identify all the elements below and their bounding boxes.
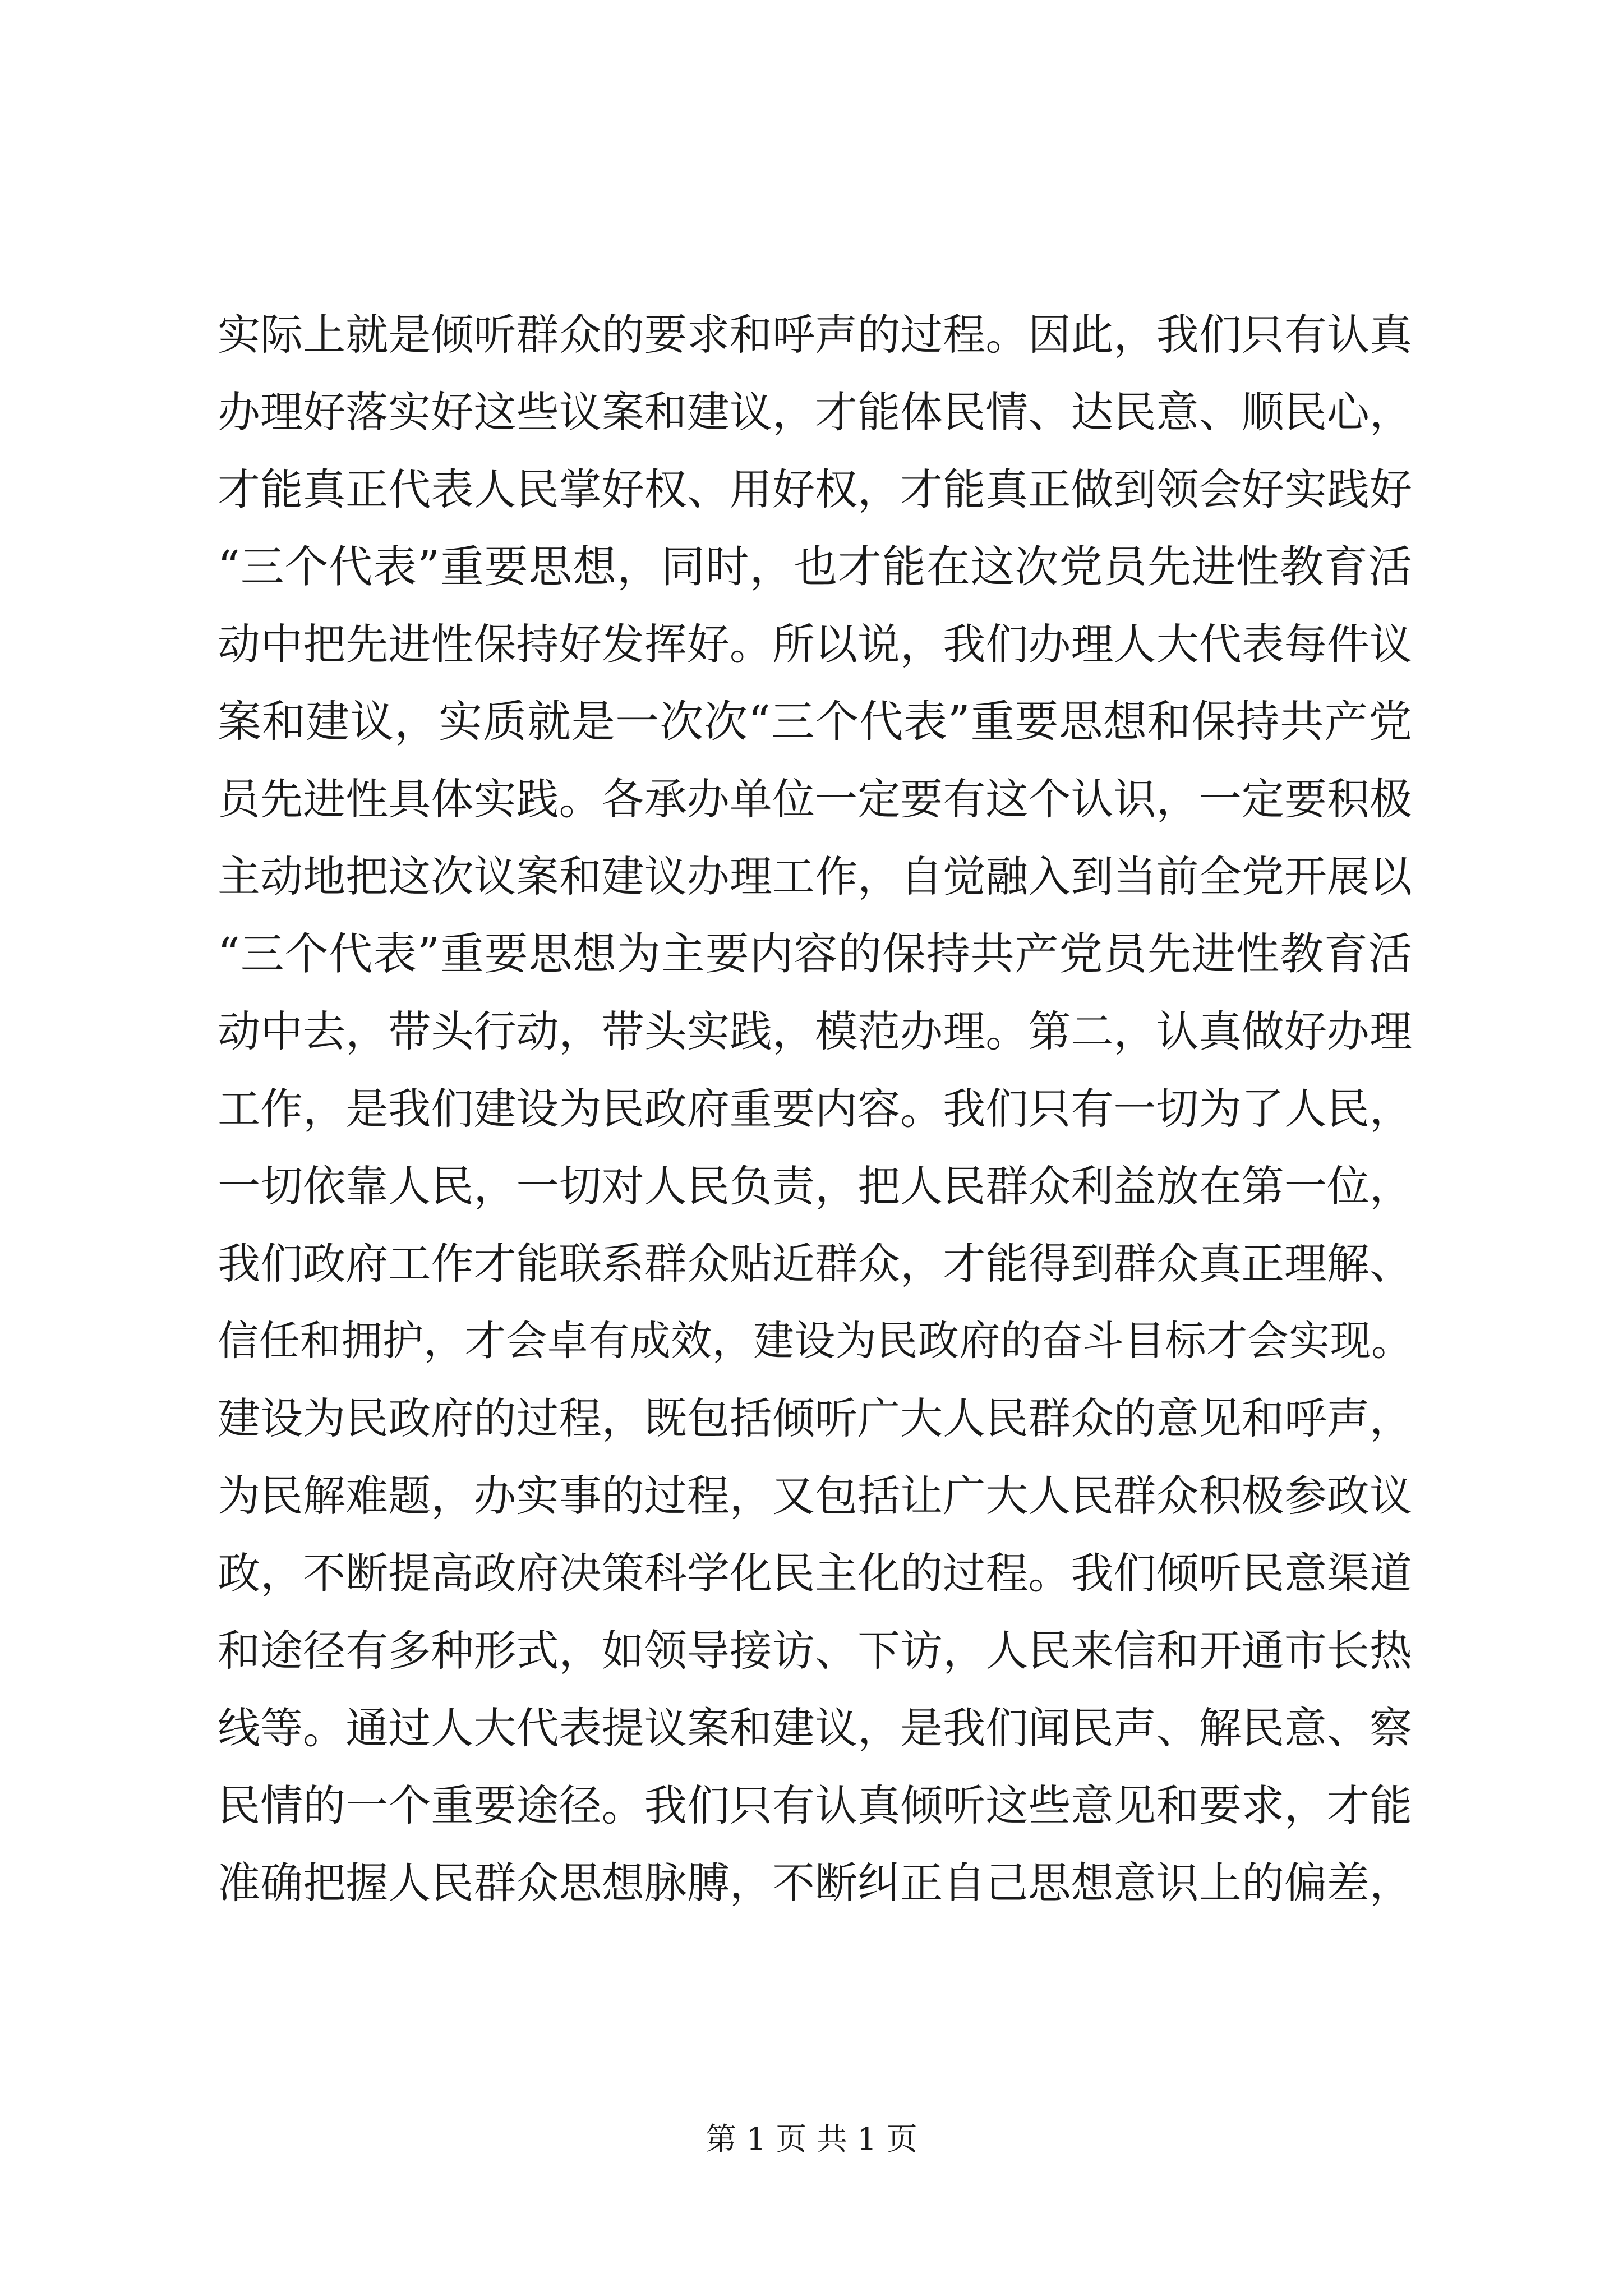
text-line: 建设为民政府的过程，既包括倾听广大人民群众的意见和呼声， [218,1393,1412,1443]
text-line: 工作，是我们建设为民政府重要内容。我们只有一切为了人民， [218,1084,1412,1134]
text-line: 为民解难题，办实事的过程，又包括让广大人民群众积极参政议 [218,1471,1412,1521]
text-line: “三个代表”重要思想为主要内容的保持共产党员先进性教育活 [218,929,1412,979]
text-line: 才能真正代表人民掌好权、用好权，才能真正做到领会好实践好 [218,464,1412,514]
text-line: 一切依靠人民，一切对人民负责，把人民群众利益放在第一位， [218,1161,1412,1211]
text-line: 准确把握人民群众思想脉膊，不断纠正自己思想意识上的偏差， [218,1858,1412,1908]
text-line: 动中去，带头行动，带头实践，模范办理。第二，认真做好办理 [218,1006,1412,1056]
text-line: 实际上就是倾听群众的要求和呼声的过程。因此，我们只有认真 [218,310,1412,360]
text-line: 线等。通过人大代表提议案和建议，是我们闻民声、解民意、察 [218,1703,1412,1753]
text-line: 办理好落实好这些议案和建议，才能体民情、达民意、顺民心， [218,387,1412,437]
text-line: “三个代表”重要思想，同时，也才能在这次党员先进性教育活 [218,542,1412,592]
text-line: 员先进性具体实践。各承办单位一定要有这个认识，一定要积极 [218,774,1412,824]
text-line: 我们政府工作才能联系群众贴近群众，才能得到群众真正理解、 [218,1239,1412,1289]
body-text [218,296,1412,1922]
text-line: 主动地把这次议案和建议办理工作，自觉融入到当前全党开展以 [218,852,1412,901]
text-line: 政，不断提高政府决策科学化民主化的过程。我们倾听民意渠道 [218,1548,1412,1598]
text-line: 和途径有多种形式，如领导接访、下访，人民来信和开通市长热 [218,1626,1412,1676]
text-line: 信任和拥护，才会卓有成效，建设为民政府的奋斗目标才会实现。 [218,1317,1412,1365]
page-footer: 第 1 页 共 1 页 [706,2121,917,2157]
text-line: 民情的一个重要途径。我们只有认真倾听这些意见和要求，才能 [218,1780,1412,1830]
text-line: 动中把先进性保持好发挥好。所以说，我们办理人大代表每件议 [218,619,1412,669]
text-line: 案和建议，实质就是一次次“三个代表”重要思想和保持共产党 [218,697,1412,747]
